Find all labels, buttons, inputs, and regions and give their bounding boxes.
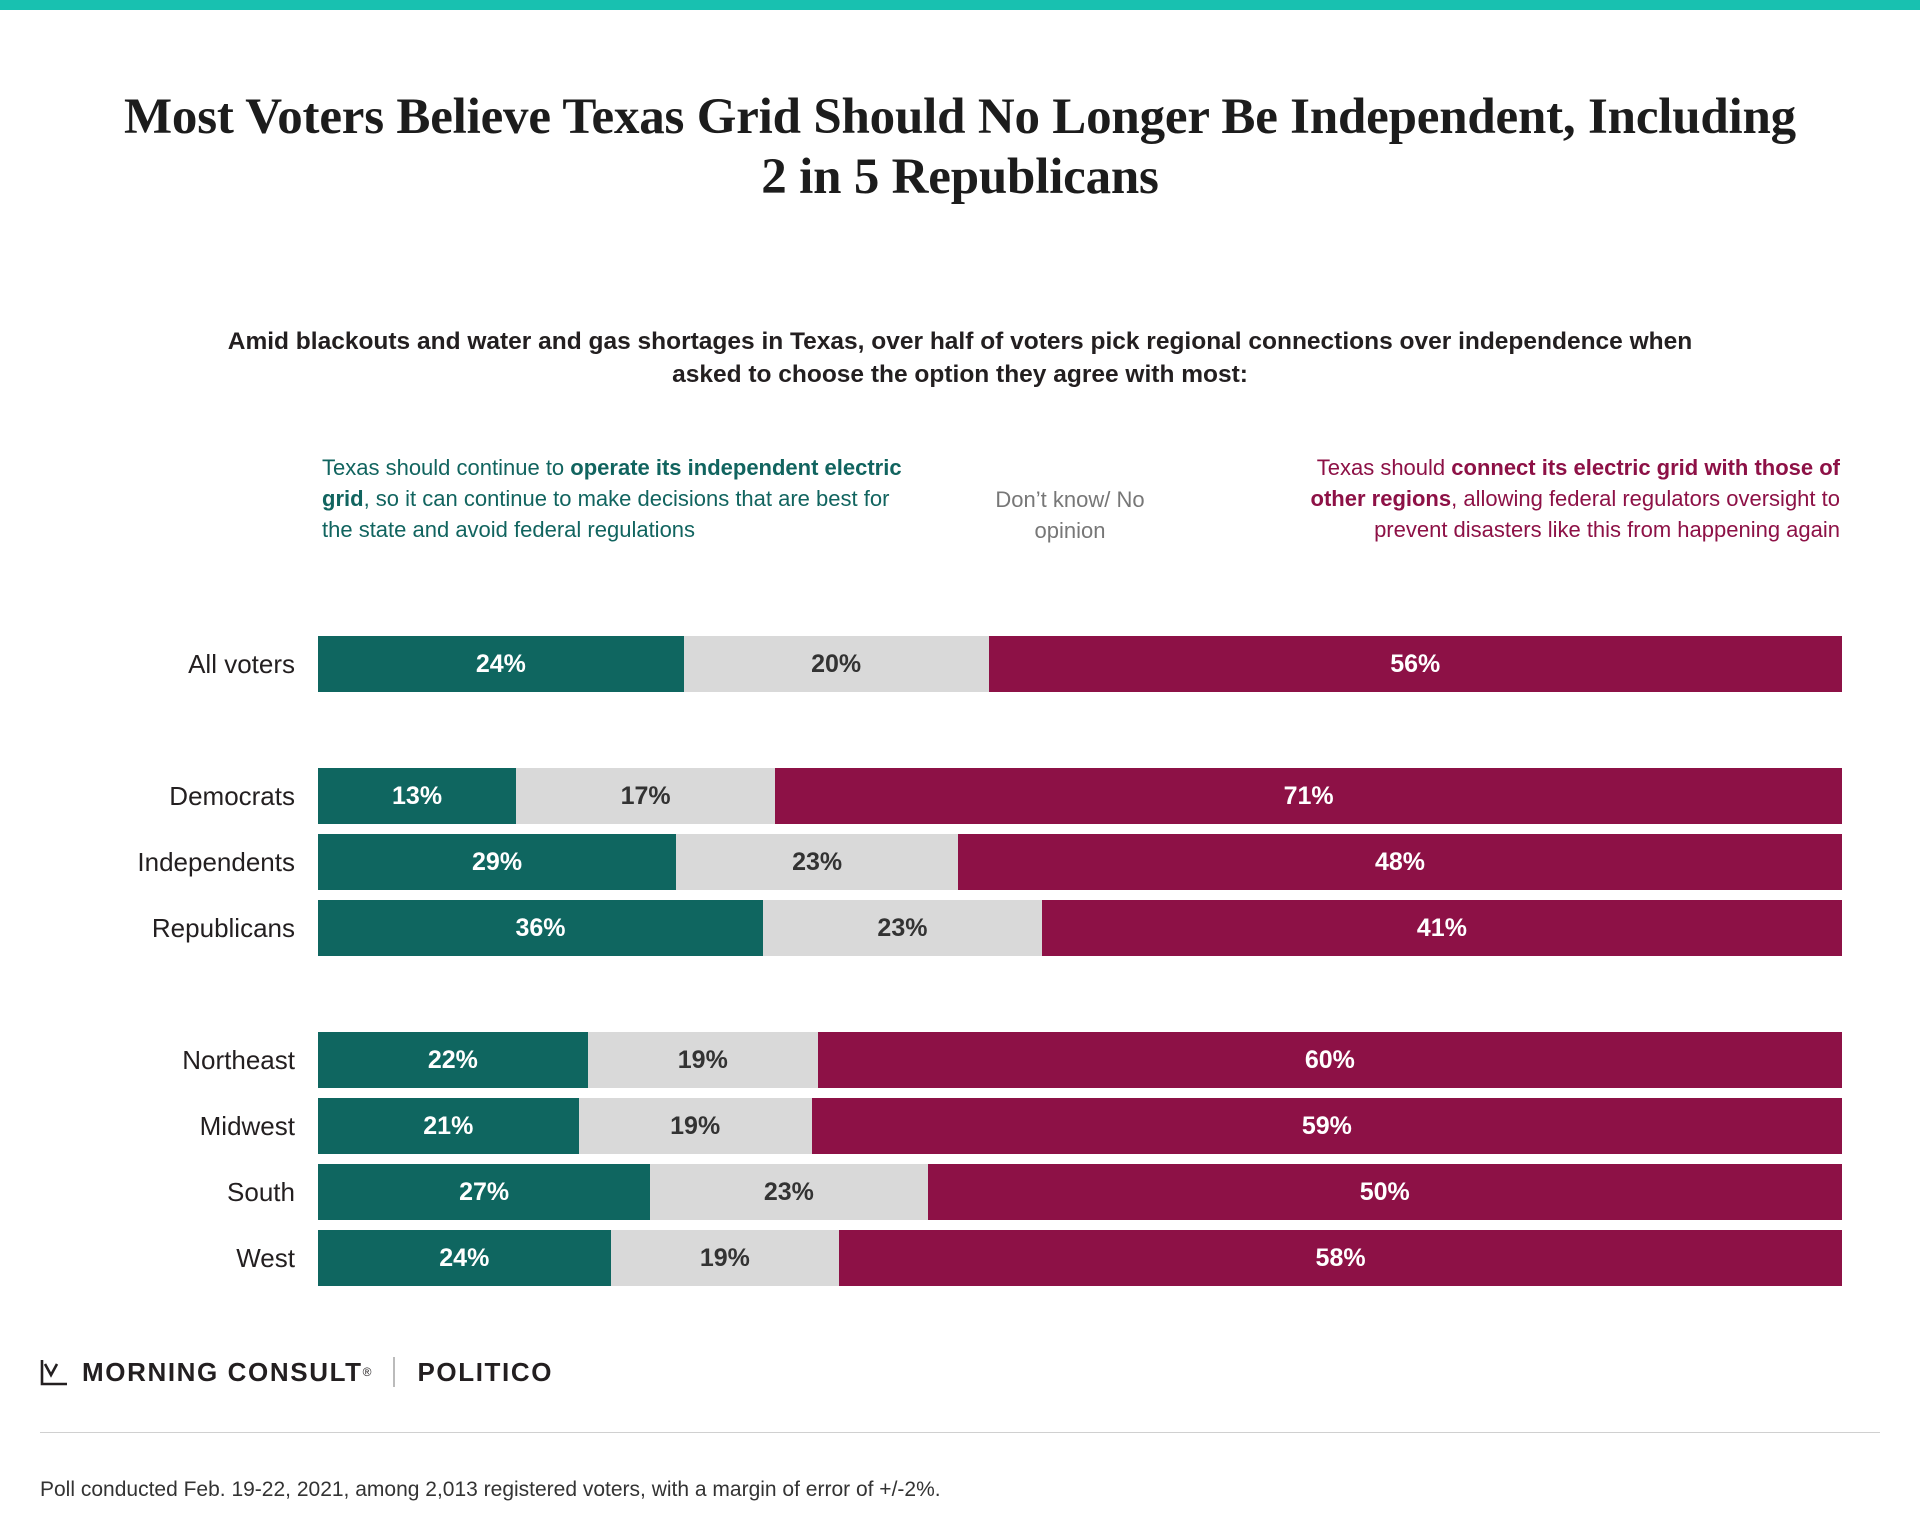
bar-group-republicans [318, 900, 1842, 956]
row-label-midwest: Midwest [199, 1111, 295, 1141]
footer-divider [40, 1432, 1880, 1433]
row-label-democrats: Democrats [169, 781, 295, 811]
legend-left-bold: operate its independent electric grid [322, 455, 902, 512]
legend-right-post: , allowing federal regulators oversight to prevent disasters like this from happening again [1374, 486, 1840, 543]
bar-group-democrats [318, 768, 1842, 824]
bar-group-independents [318, 834, 1842, 890]
bar-segment-independent: 24% [318, 636, 684, 692]
bar-segment-dontknow: 23% [676, 834, 958, 890]
bar-group-west [318, 1230, 1842, 1286]
page-title: Most Voters Believe Texas Grid Should No Longer Be Independent, Including 2 in 5 Republicans [124, 89, 1796, 205]
bar-segment-dontknow: 23% [650, 1164, 927, 1220]
bar-segment-independent: 27% [318, 1164, 650, 1220]
bar-segment-dontknow: 17% [516, 768, 775, 824]
bar-segment-connect: 60% [818, 1032, 1842, 1088]
legend-left-post: , so it can continue to make decisions that are best for the state and avoid federal regulations [322, 486, 890, 543]
bar-segment-dontknow: 19% [611, 1230, 840, 1286]
footnote: Poll conducted Feb. 19-22, 2021, among 2,013 registered voters, with a margin of error of +/-2%. [40, 1478, 941, 1501]
bar-segment-independent: 24% [318, 1230, 611, 1286]
registered-mark: ® [362, 1365, 372, 1379]
bar-segment-independent: 22% [318, 1032, 588, 1088]
bar-segment-dontknow: 20% [684, 636, 989, 692]
row-label-independents: Independents [137, 847, 295, 877]
bar-segment-connect: 71% [775, 768, 1842, 824]
bar-group-all-voters [318, 636, 1842, 692]
bar-segment-independent: 21% [318, 1098, 579, 1154]
bar-segment-independent: 29% [318, 834, 676, 890]
bar-segment-connect: 50% [928, 1164, 1842, 1220]
morning-consult-logo-icon [40, 1357, 70, 1387]
row-label-west: West [236, 1243, 295, 1273]
chart-subtitle: Amid blackouts and water and gas shortages in Texas, over half of voters pick regional connections over independence when asked to choose the option they agree with most: [227, 328, 1693, 389]
bar-segment-dontknow: 19% [579, 1098, 812, 1154]
bar-segment-connect: 56% [989, 636, 1842, 692]
legend-right-bold: connect its electric grid with those of other regions [1310, 455, 1840, 512]
bar-group-northeast [318, 1032, 1842, 1088]
bar-segment-connect: 59% [812, 1098, 1842, 1154]
bar-segment-dontknow: 19% [588, 1032, 818, 1088]
brand-name: MORNING CONSULT [82, 1356, 363, 1387]
footer-branding [40, 1352, 553, 1392]
legend-item-dontknow: Don’t know/ No opinion [995, 487, 1145, 544]
row-label-south: South [227, 1177, 295, 1207]
partner-name: POLITICO [417, 1356, 554, 1387]
row-label-republicans: Republicans [151, 913, 295, 943]
bar-segment-dontknow: 23% [763, 900, 1042, 956]
bar-segment-independent: 36% [318, 900, 763, 956]
legend-right-pre: Texas should [1316, 455, 1452, 480]
bar-segment-connect: 58% [839, 1230, 1842, 1286]
row-label-all-voters: All voters [188, 649, 295, 679]
legend-left-pre: Texas should continue to [322, 455, 571, 480]
bar-segment-independent: 13% [318, 768, 516, 824]
bar-group-south [318, 1164, 1842, 1220]
row-label-northeast: Northeast [182, 1045, 295, 1075]
bar-group-midwest [318, 1098, 1842, 1154]
brand-divider [393, 1357, 395, 1387]
bar-segment-connect: 41% [1042, 900, 1842, 956]
bar-segment-connect: 48% [958, 834, 1842, 890]
